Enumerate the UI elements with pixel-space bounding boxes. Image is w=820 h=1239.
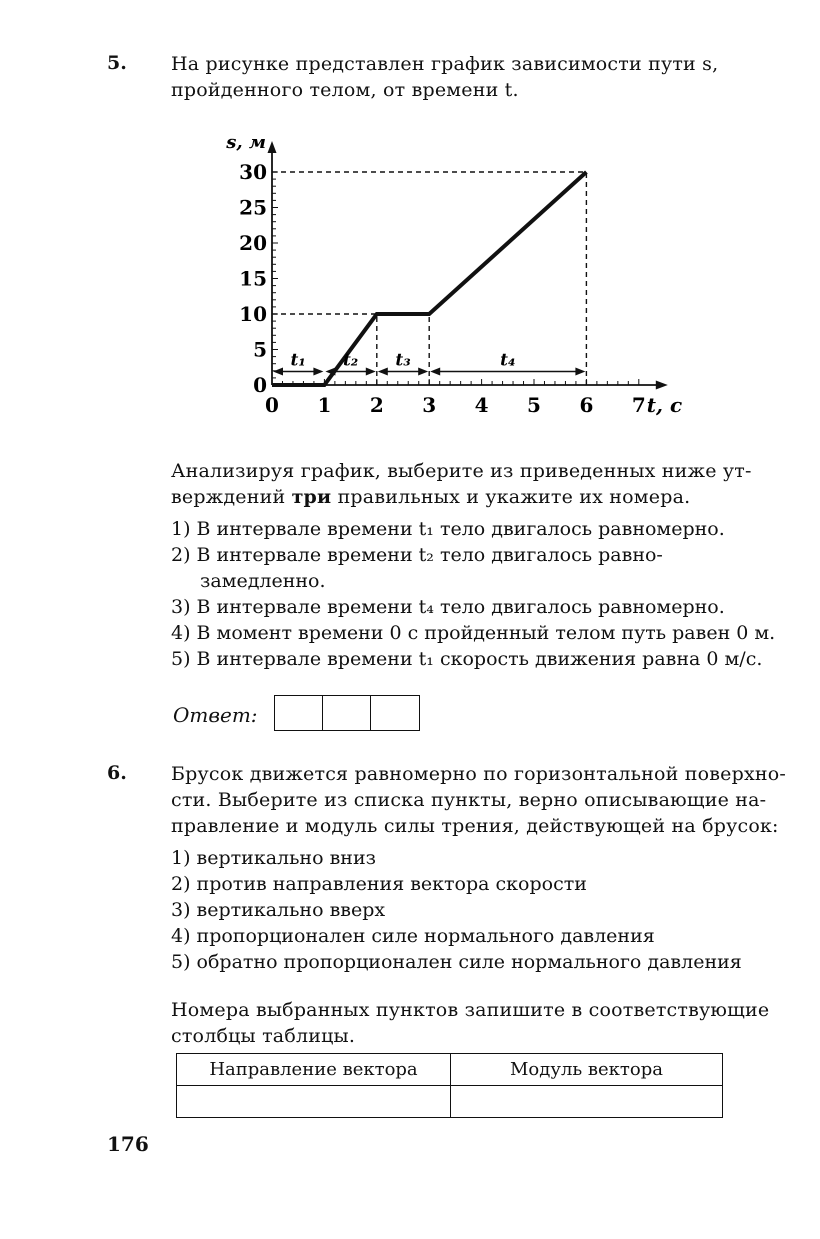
interval-arrow-right-4 <box>575 368 585 376</box>
x-tick-label-5: 5 <box>527 393 541 417</box>
x-tick-label-2: 2 <box>369 393 384 417</box>
analyze-post: правильных и укажите их номера. <box>331 486 691 508</box>
y-tick-label-25: 25 <box>239 195 267 220</box>
x-tick-label-3: 3 <box>422 393 437 417</box>
task5-option-5: 5) В интервале времени t₁ скорость движения равна 0 м/с. <box>171 648 763 670</box>
x-tick-label-0: 0 <box>265 393 279 417</box>
page-number: 176 <box>107 1132 149 1156</box>
x-tick-label-1: 1 <box>317 393 332 417</box>
y-tick-label-5: 5 <box>253 337 267 362</box>
table-cell-magnitude[interactable] <box>451 1086 723 1118</box>
answer-label: Ответ: <box>173 703 258 727</box>
y-tick-label-15: 15 <box>239 266 267 291</box>
table-header-direction: Направление вектора <box>177 1054 451 1086</box>
analyze-pre: верждений <box>171 486 292 508</box>
task6-option-1: 1) вертикально вниз <box>171 847 376 869</box>
task5-intro-line1: На рисунке представлен график зависимости пути s, <box>171 53 719 75</box>
interval-label-2: t₂ <box>342 350 359 371</box>
interval-label-1: t₁ <box>290 350 306 371</box>
analyze-bold-word: три <box>291 486 332 508</box>
task5-option-4: 4) В момент времени 0 с пройденный телом путь равен 0 м. <box>171 622 776 644</box>
x-axis-label: t, с <box>646 393 683 417</box>
distance-time-chart <box>0 0 820 440</box>
interval-arrow-left-1 <box>273 368 283 376</box>
y-tick-label-20: 20 <box>239 231 267 255</box>
interval-label-3: t₃ <box>395 350 411 371</box>
task6-number: 6. <box>107 762 127 784</box>
interval-arrow-right-3 <box>418 368 428 376</box>
answer-cell-3[interactable] <box>371 696 419 730</box>
answer-cell-1[interactable] <box>275 696 323 730</box>
task5-option-1: 1) В интервале времени t₁ тело двигалось равномерно. <box>171 518 725 540</box>
x-axis-arrow <box>656 381 668 390</box>
task6-line2: сти. Выберите из списка пункты, верно описывающие на- <box>171 789 767 811</box>
interval-arrow-right-1 <box>313 368 323 376</box>
task6-instruction-line2: столбцы таблицы. <box>171 1025 356 1047</box>
task5-intro-line2: пройденного телом, от времени t. <box>171 79 519 101</box>
table-header-magnitude: Модуль вектора <box>451 1054 723 1086</box>
interval-arrow-left-3 <box>378 368 388 376</box>
x-tick-label-6: 6 <box>579 393 594 417</box>
interval-label-4: t₄ <box>500 350 516 371</box>
task6-option-2: 2) против направления вектора скорости <box>171 873 587 895</box>
task5-option-2: 2) В интервале времени t₂ тело двигалось равно- <box>171 544 663 566</box>
y-tick-label-10: 10 <box>239 302 267 326</box>
task5-analyze-line1: Анализируя график, выберите из приведенных ниже ут- <box>171 460 752 482</box>
answer-table <box>176 1053 723 1118</box>
x-tick-label-7: 7 <box>631 393 646 417</box>
answer-boxes <box>274 695 420 731</box>
task5-number: 5. <box>107 52 127 74</box>
task5-option-3: 3) В интервале времени t₄ тело двигалось равномерно. <box>171 596 725 618</box>
x-tick-label-4: 4 <box>474 393 489 417</box>
task6-option-4: 4) пропорционален силе нормального давления <box>171 925 655 947</box>
task6-line1: Брусок движется равномерно по горизонтальной поверхно- <box>171 763 787 785</box>
answer-cell-2[interactable] <box>323 696 371 730</box>
task6-option-5: 5) обратно пропорционален силе нормального давления <box>171 951 742 973</box>
y-tick-label-0: 0 <box>253 373 267 397</box>
task5-option-2-cont: замедленно. <box>200 570 326 592</box>
task5-analyze-line2 <box>171 484 794 510</box>
y-axis-label: s, м <box>226 132 266 153</box>
task6-option-3: 3) вертикально вверх <box>171 899 386 921</box>
table-cell-direction[interactable] <box>177 1086 451 1118</box>
y-axis-arrow <box>268 141 277 153</box>
y-tick-label-30: 30 <box>239 160 267 184</box>
interval-arrow-left-4 <box>430 368 440 376</box>
task6-line3: правление и модуль силы трения, действующей на брусок: <box>171 815 779 837</box>
interval-arrow-right-2 <box>366 368 376 376</box>
task6-instruction-line1: Номера выбранных пунктов запишите в соответствующие <box>171 999 770 1021</box>
